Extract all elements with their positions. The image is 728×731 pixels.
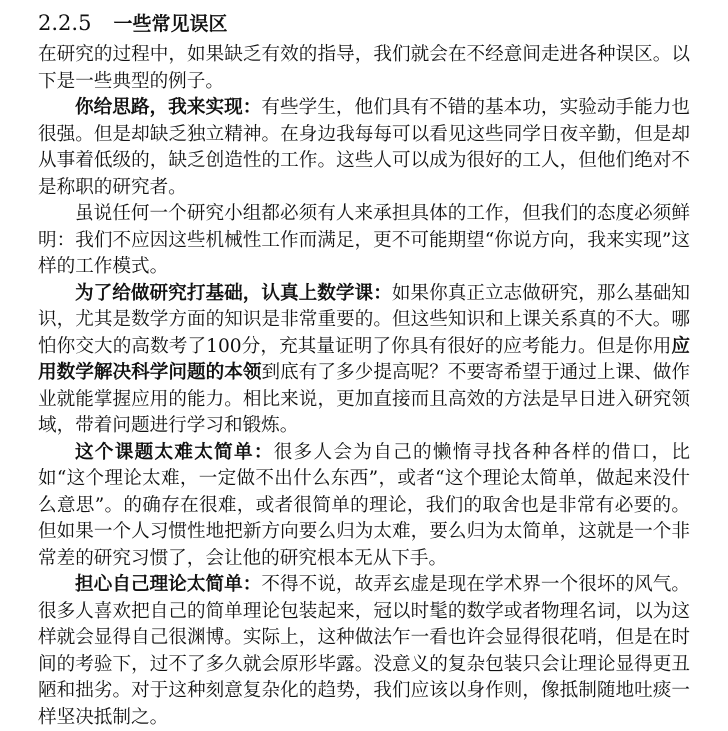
- pitfall-lead: 为了给做研究打基础，认真上数学课：: [75, 282, 392, 304]
- intro-text: 在研究的过程中，如果缺乏有效的指导，我们就会在不经意间走进各种误区。以下是一些典型的例子。: [38, 44, 690, 92]
- pitfall-paragraph-math-class: [38, 281, 690, 440]
- pitfall-paragraph-idea-implementation: [38, 95, 690, 201]
- attitude-text: 虽说任何一个研究小组都必须有人来承担具体的工作，但我们的态度必须鲜明：我们不应因这些机械性工作而满足，更不可能期望“你说方向，我来实现”这样的工作模式。: [38, 203, 690, 277]
- section-heading: [38, 6, 690, 42]
- pitfall-text: 不得不说，故弄玄虚是现在学术界一个很坏的风气。很多人喜欢把自己的简单理论包装起来，冠以时髦的数学或者物理名词，以为这样就会显得自己很渊博。实际上，这种做法乍一看也许会显得很花哨，但是在时间的考验下，过不了多久就会原形毕露。没意义的复杂包装只会让理论显得更丑陋和拙劣。对于这种刻意复杂化的趋势，我们应该以身作则，像抵制随地吐痰一样坚决抵制之。: [38, 574, 690, 728]
- pitfall-inline-emphasis: 应用数学解决科学问题的本领: [38, 335, 690, 383]
- pitfall-lead: 这个课题太难太简单：: [75, 441, 274, 463]
- pitfall-text-before: 如果你真正立志做研究，那么基础知识，尤其是数学方面的知识是非常重要的。但这些知识和上课关系真的不大。哪怕你交大的高数考了100分，充其量证明了你具有很好的应考能力。但是你用: [38, 282, 690, 357]
- attitude-paragraph: [38, 201, 690, 281]
- pitfall-text: 很多人会为自己的懒惰寻找各种各样的借口，比如“这个理论太难，一定做不出什么东西”，或者“这个理论太简单，做起来没什么意思”。的确存在很难，或者很简单的理论，我们的取舍也是非常有必要的。但如果一个人习惯性地把新方向要么归为太难，要么归为太简单，这就是一个非常差的研究习惯了，会让他的研究根本无从下手。: [38, 441, 690, 569]
- document-page: [38, 6, 690, 731]
- intro-paragraph: [38, 42, 690, 95]
- pitfall-text-after: 到底有了多少提高呢？不要寄希望于通过上课、做作业就能掌握应用的能力。相比来说，更加直接而且高效的方法是早日进入研究领域，带着问题进行学习和锻炼。: [38, 362, 690, 436]
- pitfall-paragraph-too-hard-too-easy: [38, 440, 690, 573]
- pitfall-paragraph-theory-too-simple: [38, 572, 690, 731]
- section-number: 2.2.5: [38, 11, 92, 35]
- pitfall-lead: 你给思路，我来实现：: [75, 97, 262, 118]
- pitfall-text: 有些学生，他们具有不错的基本功，实验动手能力也很强。但是却缺乏独立精神。在身边我每每可以看见这些同学日夜辛勤，但是却从事着低级的，缺乏创造性的工作。这些人可以成为很好的工人，但他们绝对不是称职的研究者。: [38, 97, 690, 198]
- section-title: 一些常见误区: [113, 13, 228, 35]
- pitfall-lead: 担心自己理论太简单：: [75, 574, 262, 595]
